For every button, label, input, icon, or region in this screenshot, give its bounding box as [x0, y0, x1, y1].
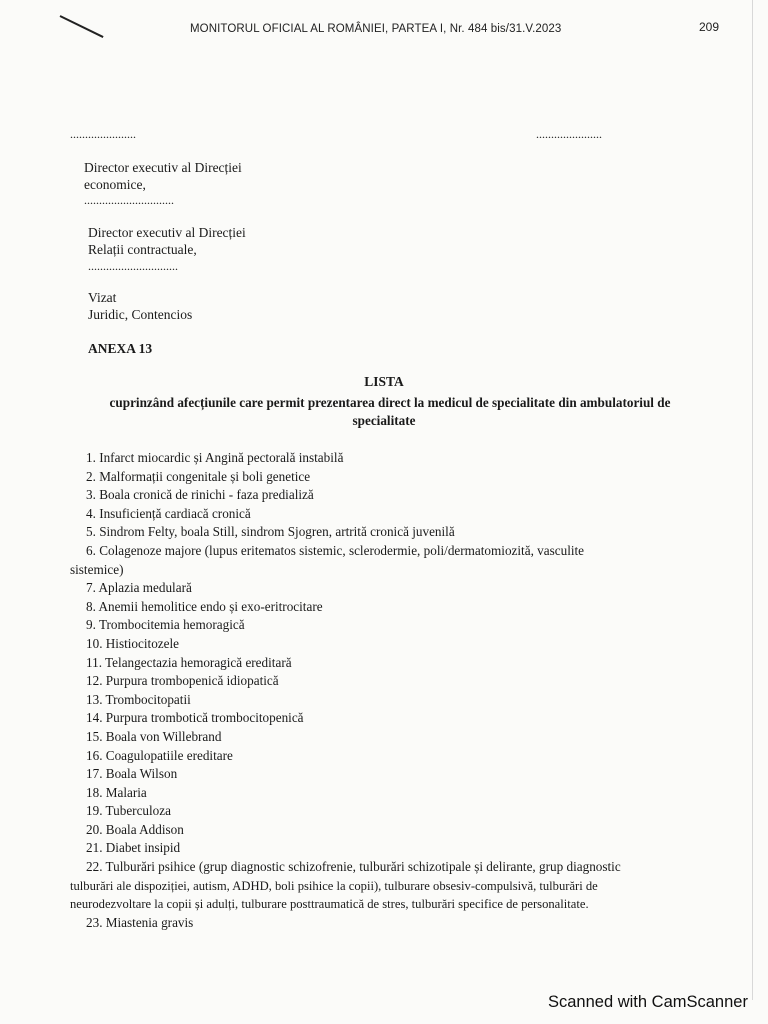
- director-economic-line2: economice,: [84, 177, 146, 192]
- pen-mark: [60, 15, 104, 38]
- publication-header: MONITORUL OFICIAL AL ROMÂNIEI, PARTEA I, Nr. 484 bis/31.V.2023: [190, 23, 562, 35]
- vizat-line1: Vizat: [88, 290, 117, 305]
- scanner-watermark: Scanned with CamScanner: [548, 993, 748, 1011]
- list-item-continuation: sistemice): [70, 561, 124, 577]
- list-item: 17. Boala Wilson: [86, 766, 178, 782]
- signature-dots-right: ......................: [536, 127, 602, 141]
- director-relatii-line1: Director executiv al Direcției: [88, 225, 246, 240]
- list-item: 11. Telangectazia hemoragică ereditară: [86, 654, 292, 670]
- list-item: 9. Trombocitemia hemoragică: [86, 617, 245, 633]
- list-item: 13. Trombocitopatii: [86, 691, 191, 707]
- list-item: 16. Coagulopatiile ereditare: [86, 747, 233, 763]
- list-item: 5. Sindrom Felty, boala Still, sindrom Sjogren, artrită cronică juvenilă: [86, 524, 455, 540]
- list-item: 2. Malformații congenitale și boli genetice: [86, 468, 311, 484]
- list-title: LISTA: [364, 374, 404, 389]
- list-item: 19. Tuberculoza: [86, 803, 171, 819]
- director-relatii-dots: ..............................: [88, 259, 178, 273]
- list-item: 3. Boala cronică de rinichi - faza predializă: [86, 487, 314, 503]
- director-economic-line1: Director executiv al Direcției: [84, 160, 242, 175]
- list-item: 10. Histiocitozele: [86, 635, 180, 651]
- list-item: 14. Purpura trombotică trombocitopenică: [86, 710, 304, 726]
- list-item-continuation: tulburări ale dispoziției, autism, ADHD, boli psihice la copii), tulburare obsesiv-compulsivă, tulburări de: [70, 878, 598, 893]
- list-item: 21. Diabet insipid: [86, 840, 181, 856]
- list-item: 7. Aplazia medulară: [86, 580, 192, 596]
- director-economic-dots: ..............................: [84, 193, 174, 207]
- list-item: 23. Miastenia gravis: [86, 914, 194, 930]
- list-item: 20. Boala Addison: [86, 821, 184, 837]
- list-item: 8. Anemii hemolitice endo și exo-eritrocitare: [86, 598, 323, 614]
- list-item: 12. Purpura trombopenică idiopatică: [86, 673, 279, 689]
- list-item: 6. Colagenoze majore (lupus eritematos sistemic, sclerodermie, poli/dermatomiozită, vasculite: [86, 542, 585, 558]
- list-item: 18. Malaria: [86, 784, 147, 800]
- list-item-continuation: neurodezvoltare la copii și adulți, tulburare posttraumatică de stres, tulburări specifice de personalitate.: [70, 897, 589, 912]
- list-subtitle-line1: cuprinzând afecțiunile care permit prezentarea direct la medicul de specialitate din ambulatoriul de: [109, 395, 671, 410]
- list-item: 15. Boala von Willebrand: [86, 728, 222, 744]
- director-relatii-line2: Relații contractuale,: [88, 242, 197, 257]
- signature-dots-left: ......................: [70, 127, 136, 141]
- list-subtitle-line2: specialitate: [352, 413, 416, 428]
- page-edge: [752, 0, 753, 1000]
- list-item: 1. Infarct miocardic și Angină pectorală instabilă: [86, 450, 344, 465]
- annex-label: ANEXA 13: [88, 341, 153, 356]
- list-item: 4. Insuficiență cardiacă cronică: [86, 505, 251, 521]
- affections-list: [70, 449, 710, 932]
- vizat-line2: Juridic, Contencios: [88, 307, 193, 322]
- list-item: 22. Tulburări psihice (grup diagnostic schizofrenie, tulburări schizotipale și delirante, grup diagnostic: [86, 859, 621, 875]
- page-number: 209: [699, 20, 720, 34]
